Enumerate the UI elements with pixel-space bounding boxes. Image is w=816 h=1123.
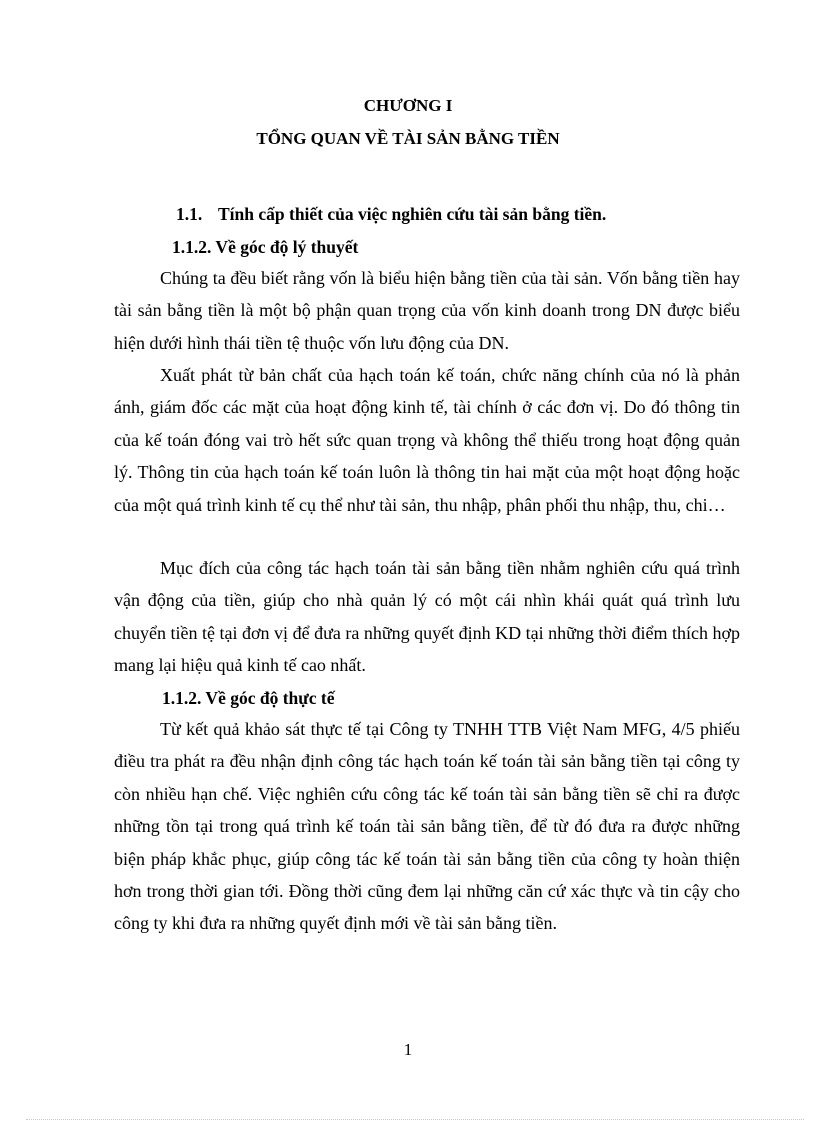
section-heading [176, 204, 606, 225]
chapter-title: TỔNG QUAN VỀ TÀI SẢN BẰNG TIỀN [256, 129, 560, 148]
page-number: 1 [403, 1040, 413, 1059]
paragraph-theory-1: Chúng ta đều biết rằng vốn là biểu hiện bằng tiền của tài sản. Vốn bằng tiền hay tài sản bằng tiền là một bộ phận quan trọng của vốn kinh doanh trong DN được biểu hiện dưới hình thái tiền tệ thuộc vốn lưu động của DN. [114, 268, 740, 353]
subsection-heading-theory: 1.1.2. Về góc độ lý thuyết [172, 237, 359, 257]
paragraph-practice-1: Từ kết quả khảo sát thực tế tại Công ty TNHH TTB Việt Nam MFG, 4/5 phiếu điều tra phát ra đều nhận định công tác hạch toán kế toán tài sản bằng tiền tại công ty còn nhiều hạn chế. Việc nghiên cứu công tác kế toán tài sản bằng tiền sẽ chỉ ra được những tồn tại trong quá trình kế toán tài sản bằng tiền, để từ đó đưa ra được những biện pháp khắc phục, giúp công tác kế toán tài sản bằng tiền của công ty hoàn thiện hơn trong thời gian tới. Đồng thời cũng đem lại những căn cứ xác thực và tin cậy cho công ty khi đưa ra những quyết định mới về tài sản bằng tiền. [114, 719, 740, 934]
page-bottom-divider [26, 1119, 804, 1120]
subsection-heading-practice: 1.1.2. Về góc độ thực tế [162, 688, 335, 708]
section-number: 1.1. [176, 204, 203, 224]
paragraph-theory-3: Mục đích của công tác hạch toán tài sản bằng tiền nhằm nghiên cứu quá trình vận động của tiền, giúp cho nhà quản lý có một cái nhìn khái quát quá trình lưu chuyển tiền tệ tại đơn vị để đưa ra những quyết định KD tại những thời điểm thích hợp mang lại hiệu quả kinh tế cao nhất. [114, 558, 740, 676]
chapter-number: CHƯƠNG I [363, 96, 453, 115]
paragraph-theory-2: Xuất phát từ bản chất của hạch toán kế toán, chức năng chính của nó là phản ánh, giám đốc các mặt của hoạt động kinh tế, tài chính ở các đơn vị. Do đó thông tin của kế toán đóng vai trò hết sức quan trọng và không thể thiếu trong hoạt động quản lý. Thông tin của hạch toán kế toán luôn là thông tin hai mặt của một hoạt động hoặc của một quá trình kinh tế cụ thể như tài sản, thu nhập, phân phối thu nhập, thu, chi… [114, 365, 740, 515]
section-title: Tính cấp thiết của việc nghiên cứu tài sản bằng tiền. [218, 204, 607, 224]
